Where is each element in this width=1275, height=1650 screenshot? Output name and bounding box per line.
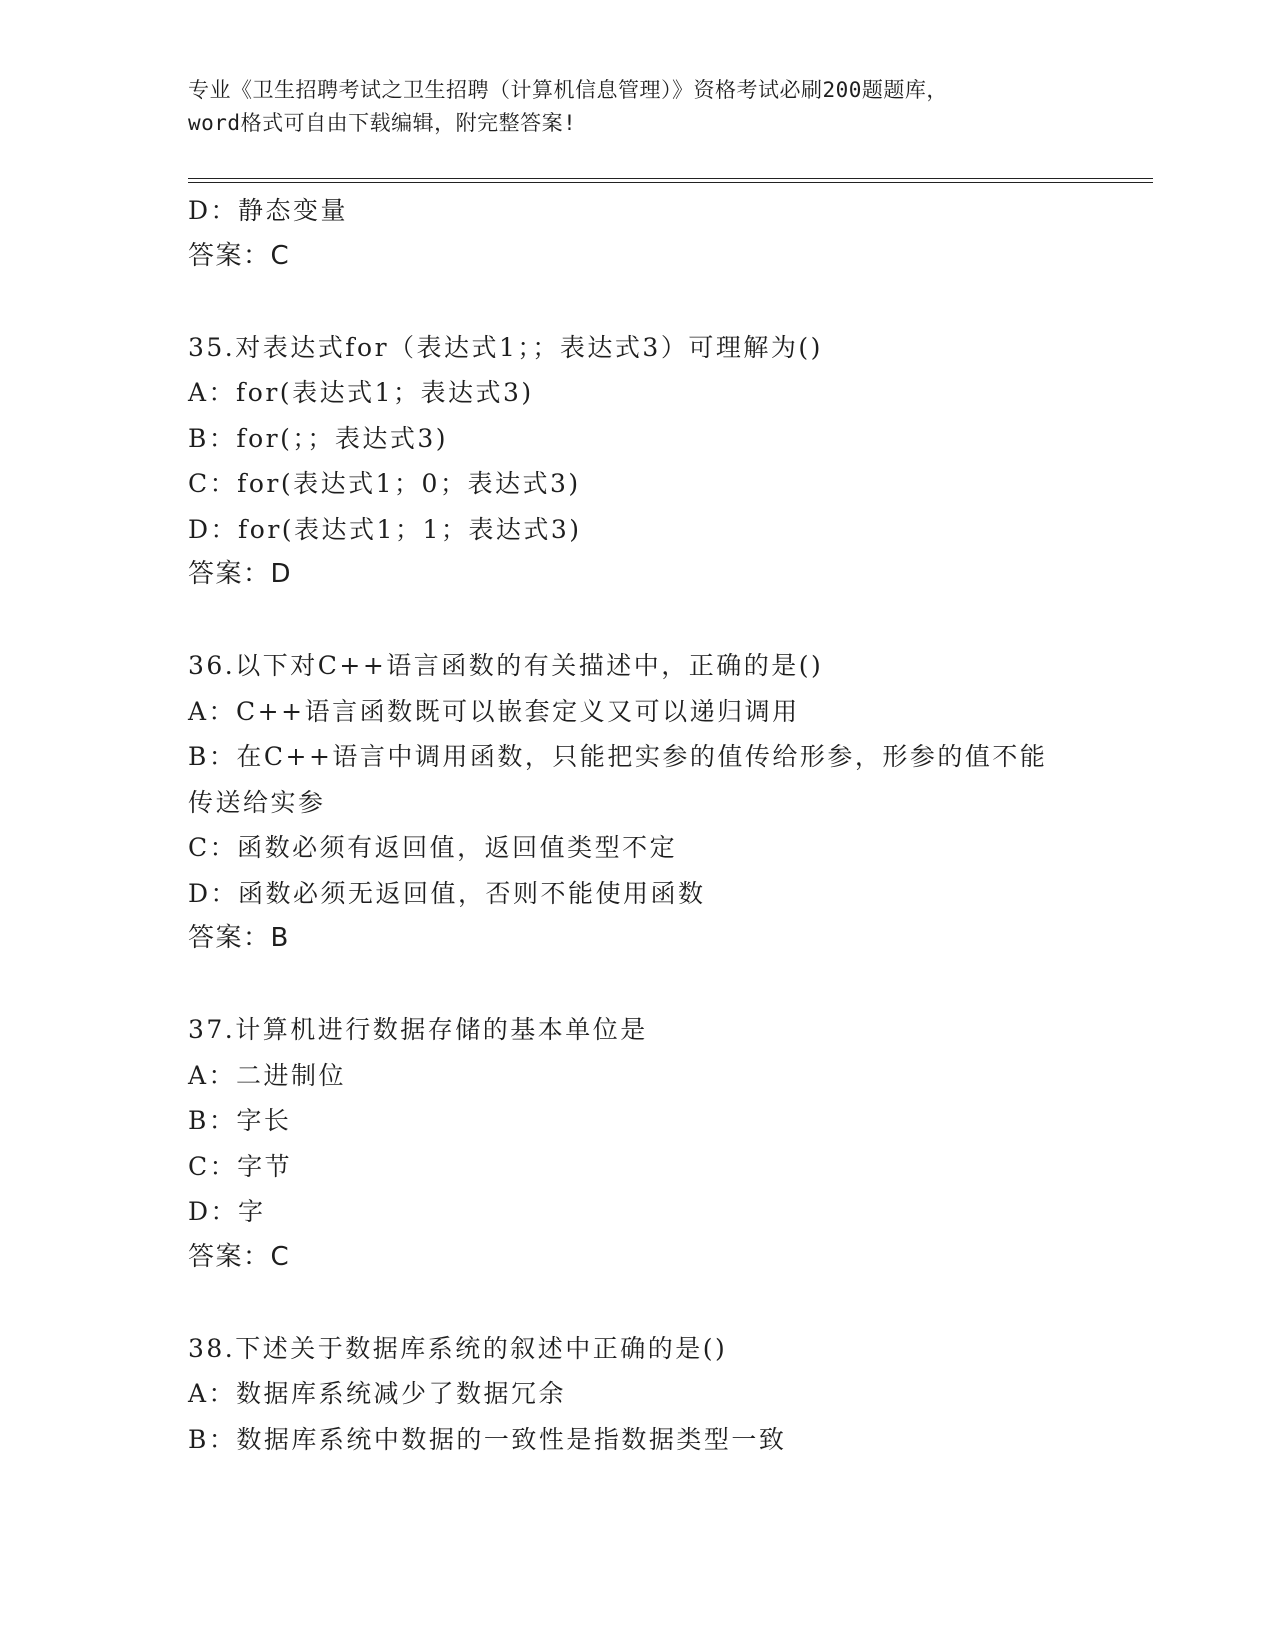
option-c: C：字节 [188, 1151, 293, 1181]
spacer [188, 279, 1088, 325]
header-title-line-1: 专业《卫生招聘考试之卫生招聘（计算机信息管理）》资格考试必刷200题题库， [188, 78, 948, 102]
spacer [188, 1280, 1088, 1326]
option-a: A：C++语言函数既可以嵌套定义又可以递归调用 [188, 696, 800, 726]
question-stem: 36.以下对C++语言函数的有关描述中，正确的是() [188, 651, 824, 680]
answer-line: 答案：D [188, 559, 293, 589]
option-d: D：for(表达式1；1；表达式3) [188, 514, 582, 544]
option-d: D：函数必须无返回值，否则不能使用函数 [188, 878, 706, 908]
header-double-rule [188, 178, 1153, 183]
answer-line: 答案：C [188, 1241, 291, 1272]
question-stem: 37.计算机进行数据存储的基本单位是 [188, 1015, 648, 1044]
spacer [188, 598, 1088, 644]
option-b: B：for(；；表达式3) [188, 423, 449, 453]
option-d: D：静态变量 [188, 196, 349, 225]
document-header [188, 74, 1088, 140]
header-title-line-2: word格式可自由下载编辑，附完整答案! [188, 111, 577, 135]
answer-line: 答案：C [188, 240, 291, 271]
question-stem: 35.对表达式for（表达式1；；表达式3）可理解为() [188, 332, 823, 362]
option-b: B：在C++语言中调用函数，只能把实参的值传给形参，形参的值不能 [188, 742, 1048, 771]
answer-line: 答案：B [188, 923, 290, 953]
option-c: C：函数必须有返回值，返回值类型不定 [188, 833, 678, 862]
option-c: C：for(表达式1；0；表达式3) [188, 469, 581, 498]
question-list [188, 188, 1088, 1462]
question-stem: 38.下述关于数据库系统的叙述中正确的是() [188, 1333, 728, 1363]
option-d: D：字 [188, 1197, 266, 1226]
option-b: B：字长 [188, 1106, 292, 1135]
option-a: A：数据库系统减少了数据冗余 [188, 1379, 567, 1408]
option-a: A：二进制位 [188, 1060, 347, 1090]
option-b: B：数据库系统中数据的一致性是指数据类型一致 [188, 1424, 787, 1454]
option-b-continued: 传送给实参 [188, 787, 326, 817]
option-a: A：for(表达式1；表达式3) [188, 378, 534, 407]
spacer [188, 962, 1088, 1008]
